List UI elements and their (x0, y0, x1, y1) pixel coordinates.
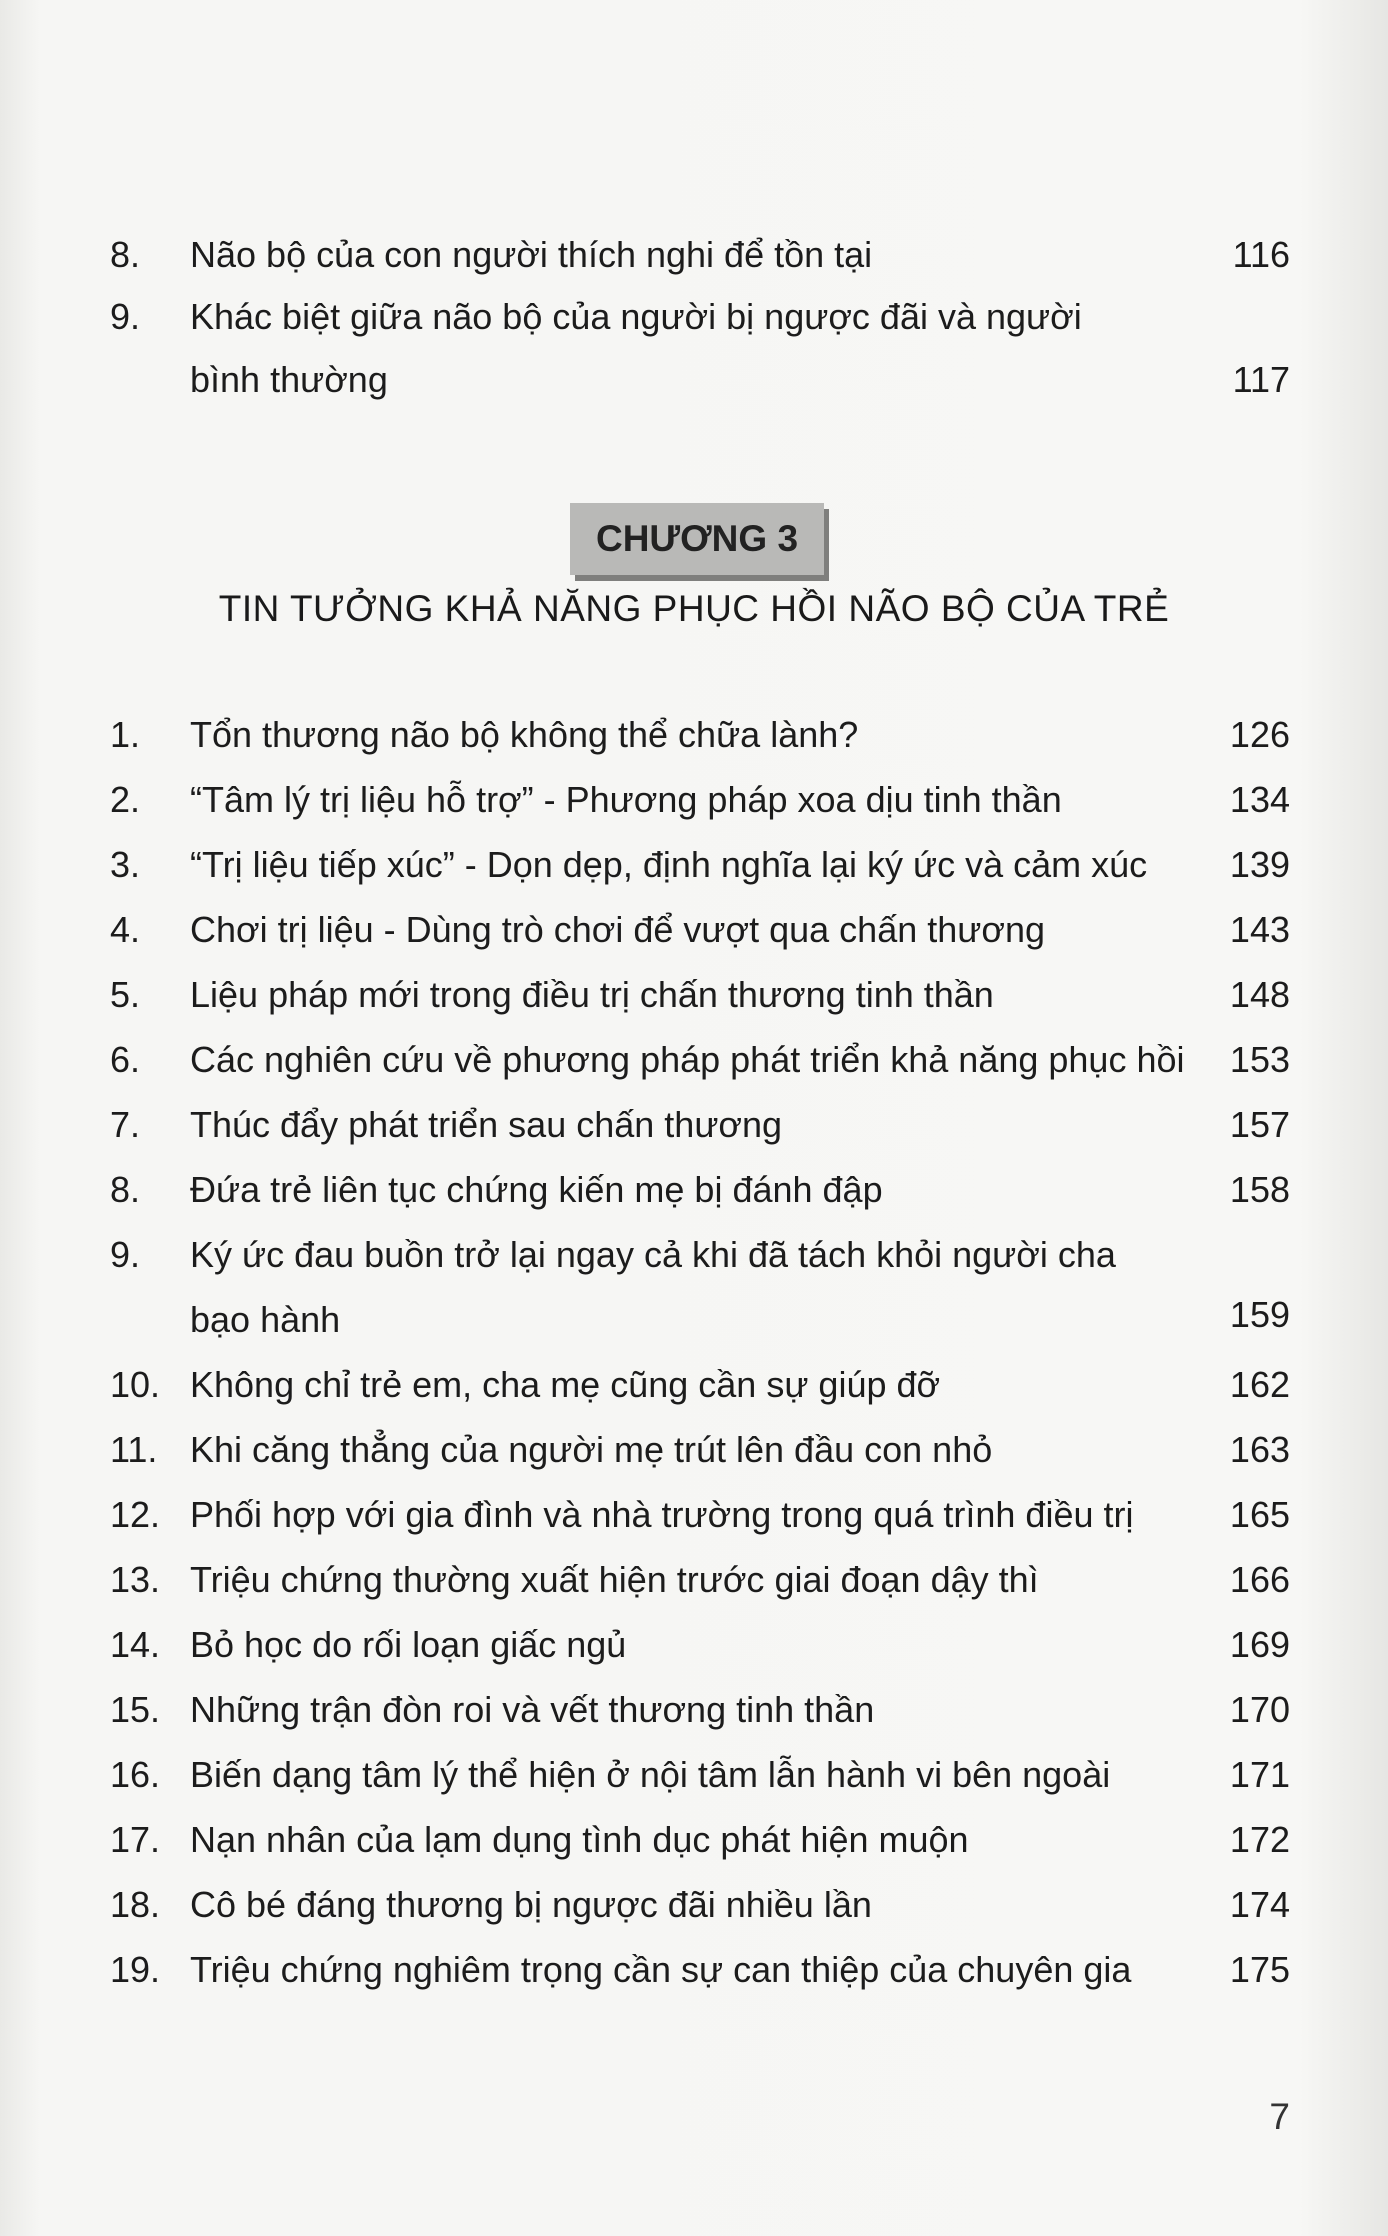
entry-number: 3. (110, 844, 141, 885)
entry-title: Cô bé đáng thương bị ngược đãi nhiều lần (190, 1884, 872, 1925)
entry-number: 11. (110, 1429, 158, 1470)
entry-number: 8. (110, 234, 141, 275)
entry-title: Ký ức đau buồn trở lại ngay cả khi đã tách khỏi người cha (190, 1234, 1116, 1275)
entry-page: 174 (1229, 1884, 1290, 1925)
entry-number: 2. (110, 779, 141, 820)
entry-page: 143 (1229, 909, 1290, 950)
entry-page: 117 (1232, 359, 1290, 400)
entry-title: Những trận đòn roi và vết thương tinh thần (190, 1689, 875, 1730)
entry-page: 175 (1229, 1949, 1290, 1990)
entry-number: 10. (110, 1364, 161, 1405)
entry-page: 159 (1229, 1294, 1290, 1335)
entry-title: Chơi trị liệu - Dùng trò chơi để vượt qua chấn thương (190, 909, 1046, 950)
entry-title: Biến dạng tâm lý thể hiện ở nội tâm lẫn hành vi bên ngoài (190, 1754, 1111, 1795)
entry-title: Liệu pháp mới trong điều trị chấn thương tinh thần (190, 974, 994, 1015)
chapter-title: TIN TƯỞNG KHẢ NĂNG PHỤC HỒI NÃO BỘ CỦA TRẺ (218, 588, 1170, 629)
entry-title: Đứa trẻ liên tục chứng kiến mẹ bị đánh đập (190, 1169, 883, 1210)
entry-page: 171 (1229, 1754, 1290, 1795)
entry-number: 16. (110, 1754, 161, 1795)
entry-title: Tổn thương não bộ không thể chữa lành? (190, 714, 859, 755)
toc-entry (110, 297, 1290, 407)
entry-page: 157 (1229, 1104, 1290, 1145)
entry-page: 166 (1229, 1559, 1290, 1600)
entry-title: Nạn nhân của lạm dụng tình dục phát hiện muộn (190, 1819, 969, 1860)
entry-title: Không chỉ trẻ em, cha mẹ cũng cần sự giúp đỡ (190, 1364, 941, 1405)
entry-number: 12. (110, 1494, 161, 1535)
entry-title: Triệu chứng thường xuất hiện trước giai đoạn dậy thì (190, 1559, 1039, 1600)
entry-page: 126 (1229, 714, 1290, 755)
entry-number: 19. (110, 1949, 161, 1990)
entry-page: 153 (1229, 1039, 1290, 1080)
toc-entry (110, 1235, 1290, 1345)
entry-number: 14. (110, 1624, 161, 1665)
entry-number: 7. (110, 1104, 141, 1145)
entry-page: 134 (1229, 779, 1290, 820)
entry-page: 116 (1232, 234, 1290, 275)
entry-title: Khi căng thẳng của người mẹ trút lên đầu con nhỏ (190, 1429, 993, 1470)
chapter-label: CHƯƠNG 3 (570, 503, 824, 575)
entry-page: 170 (1229, 1689, 1290, 1730)
entry-title: Phối hợp với gia đình và nhà trường trong quá trình điều trị (190, 1494, 1134, 1535)
entry-page: 169 (1229, 1624, 1290, 1665)
entry-number: 18. (110, 1884, 161, 1925)
entry-page: 163 (1229, 1429, 1290, 1470)
entry-number: 9. (110, 1234, 141, 1275)
entry-number: 15. (110, 1689, 161, 1730)
entry-title: Não bộ của con người thích nghi để tồn tại (190, 234, 873, 275)
entry-title: “Tâm lý trị liệu hỗ trợ” - Phương pháp xoa dịu tinh thần (190, 779, 1062, 820)
entry-title: Khác biệt giữa não bộ của người bị ngược đãi và người (190, 296, 1082, 337)
page-number: 7 (1269, 2096, 1290, 2137)
entry-page: 172 (1229, 1819, 1290, 1860)
entry-title: “Trị liệu tiếp xúc” - Dọn dẹp, định nghĩa lại ký ức và cảm xúc (190, 844, 1148, 885)
entry-number: 17. (110, 1819, 161, 1860)
entry-number: 6. (110, 1039, 141, 1080)
entry-number: 4. (110, 909, 141, 950)
entry-title-continued: bình thường (190, 359, 388, 400)
entry-number: 1. (110, 714, 141, 755)
entry-page: 165 (1229, 1494, 1290, 1535)
entry-page: 158 (1229, 1169, 1290, 1210)
entry-number: 13. (110, 1559, 161, 1600)
entry-number: 8. (110, 1169, 141, 1210)
entry-title: Các nghiên cứu về phương pháp phát triển khả năng phục hồi (190, 1039, 1185, 1080)
entry-title: Triệu chứng nghiêm trọng cần sự can thiệp của chuyên gia (190, 1949, 1132, 1990)
entry-title-continued: bạo hành (190, 1299, 341, 1340)
entry-page: 148 (1229, 974, 1290, 1015)
entry-title: Bỏ học do rối loạn giấc ngủ (190, 1624, 627, 1665)
entry-title: Thúc đẩy phát triển sau chấn thương (190, 1104, 783, 1145)
entry-page: 162 (1229, 1364, 1290, 1405)
entry-number: 9. (110, 296, 141, 337)
entry-number: 5. (110, 974, 141, 1015)
entry-page: 139 (1229, 844, 1290, 885)
